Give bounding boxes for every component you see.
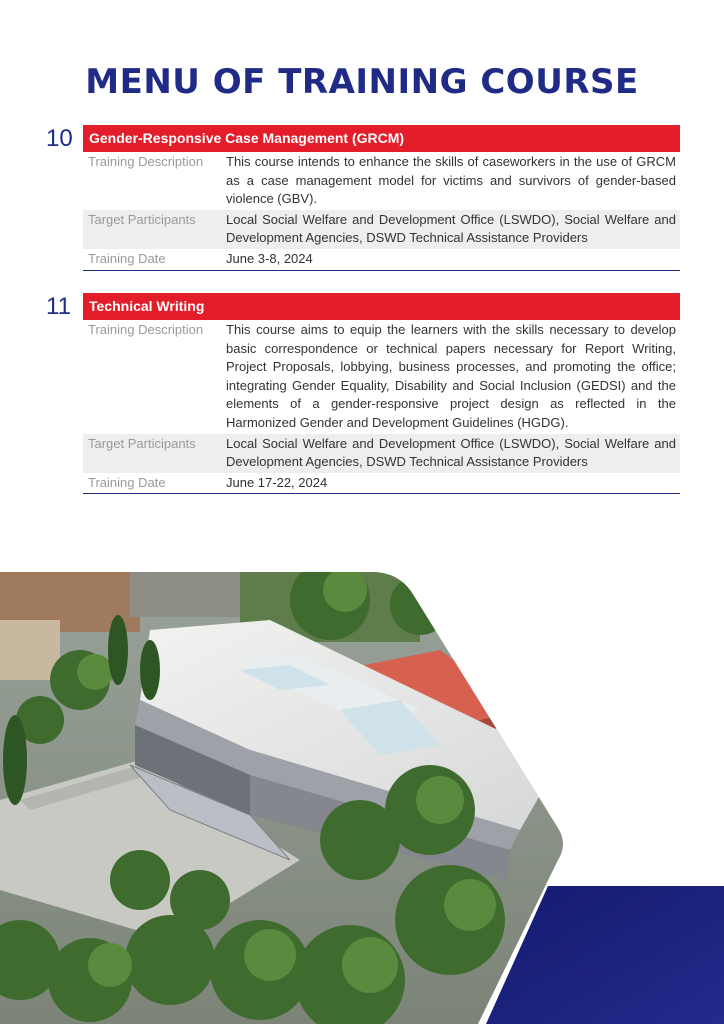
target-participants-text: Local Social Welfare and Development Office (LSWDO), Social Welfare and Development Agencies, DSWD Technical Assistance Providers — [226, 435, 676, 470]
training-description-label: Training Description — [88, 322, 204, 337]
target-participants-label: Target Participants — [88, 211, 196, 227]
target-participants-text: Local Social Welfare and Development Office (LSWDO), Social Welfare and Development Agencies, DSWD Technical Assistance Providers — [226, 211, 676, 246]
target-participants-row — [83, 210, 680, 249]
training-date-row — [83, 473, 680, 494]
training-date-row — [83, 249, 680, 270]
training-description-row — [83, 152, 680, 210]
training-date-text: June 17-22, 2024 — [226, 474, 328, 490]
course-number: 10 — [46, 125, 73, 152]
target-participants-label: Target Participants — [88, 435, 196, 451]
training-date-label: Training Date — [88, 474, 166, 490]
building-aerial-illustration — [0, 560, 724, 1024]
training-description-label: Training Description — [88, 154, 204, 169]
page-title: MENU OF TRAINING COURSE — [85, 62, 639, 102]
training-description-row — [83, 320, 680, 434]
training-description-text: This course aims to equip the learners with the skills necessary to develop basic correspondence or technical papers necessary for Report Writing, Project Proposals, lobbying, business processes, and promoting the office; integrating Gender Equality, Disability and Social Inclusion (GEDSI) and the elements of a gender-responsive project design as reflected in the Harmonized Gender and Development Guidelines (HGDG). — [226, 322, 676, 430]
course-details-table — [83, 320, 680, 494]
course-11 — [46, 293, 680, 493]
course-10 — [46, 125, 680, 270]
training-description-text: This course intends to enhance the skills of caseworkers in the use of GRCM as a case management model for victims and survivors of gender-based violence (GBV). — [226, 154, 676, 207]
target-participants-row — [83, 434, 680, 473]
course-title-bar: Technical Writing — [83, 293, 680, 320]
course-details-table — [83, 152, 680, 271]
building-photo — [0, 560, 724, 1024]
course-number: 11 — [46, 293, 71, 320]
training-date-text: June 3-8, 2024 — [226, 250, 313, 266]
course-title-bar: Gender-Responsive Case Management (GRCM) — [83, 125, 680, 152]
training-date-label: Training Date — [88, 250, 166, 266]
